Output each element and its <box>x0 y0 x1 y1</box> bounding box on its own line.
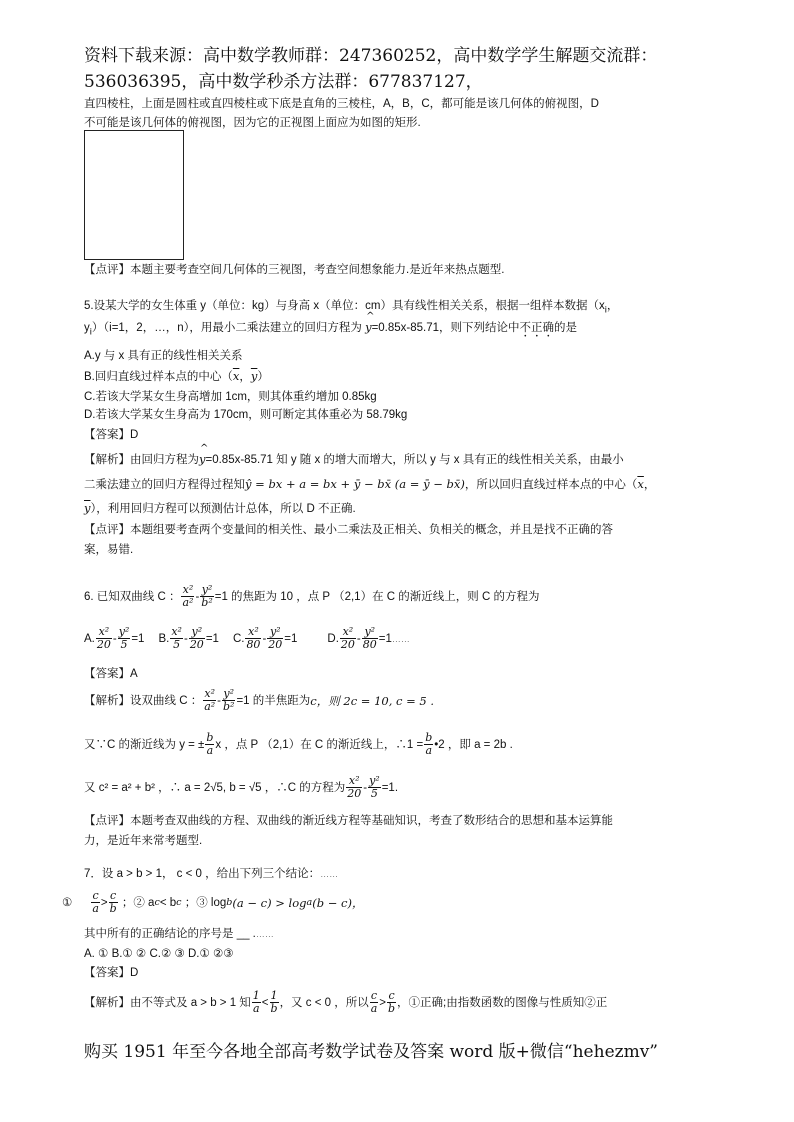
q5-explanation-line-3: $\overline{y}$），利用回归方程可以预测估计总体，所以 D 不正确. <box>84 501 356 515</box>
header-line-1: 资料下载来源：高中数学教师群：247360252，高中数学学生解题交流群： <box>84 46 658 66</box>
q5-comment-line-2: 案，易错. <box>84 544 134 556</box>
q5-stem-line-2: $y_i)(i=1$，2，…，n），用最小二乘法建立的回归方程为 ^ y=0.85x-85.71，则下列结论中不正确的是 <box>84 319 744 340</box>
prev-solution-line-1: 直四棱柱，上面是圆柱或直四棱柱或下底是直角的三棱柱，A，B，C，都可能是该几何体的俯视图，D <box>84 98 599 110</box>
q5-comment-line-1: 【点评】本题组要考查两个变量间的相关性、最小二乘法及正相关、负相关的概念，并且是找不正确的答 <box>84 524 613 536</box>
footer-ad: 购买 1951 年至今各地全部高考数学试卷及答案 word 版+微信“hehezmv” <box>84 1042 658 1062</box>
q5-explanation-line-2: 二乘法建立的回归方程得过程知ŷ = bx + a = bx + ȳ − bx̄ (a = ȳ − bx̄)，所以回归直线过样本点的中心（$\overline{x}$， <box>84 477 656 491</box>
prev-solution-line-2: 不可能是该几何体的俯视图，因为它的正视图上面应为如图的矩形. <box>84 117 421 129</box>
header-line-2: 536036395，高中数学秒杀方法群：677837127， <box>84 72 483 92</box>
q7-which: 其中所有的正确结论的序号是 __ .…… <box>84 928 274 940</box>
q6-answer: 【答案】A <box>84 668 138 680</box>
q7-stem: 7．设 a > b > 1， c < 0 ，给出下列三个结论：…… <box>84 868 339 880</box>
q7-options: A. ① B.① ② C.② ③ D.① ②③ <box>84 948 234 960</box>
q7-answer: 【答案】D <box>84 967 139 979</box>
q5-option-b: B.回归直线过样本点的中心（$\overline{x}$，$\overline{y}$） <box>84 369 269 383</box>
q5-option-d: D.若该大学某女生身高为 170cm，则可断定其体重必为 58.79kg <box>84 409 408 421</box>
prev-comment: 【点评】本题主要考查空间几何体的三视图，考查空间想象能力.是近年来热点题型. <box>84 264 505 276</box>
q5-option-a: A.y 与 x 具有正的线性相关关系 <box>84 350 243 362</box>
q5-explanation-line-1: 【解析】由回归方程为^ y=0.85x-85.71 知 y 随 x 的增大而增大，所以 y 与 x 具有正的线性相关关系，由最小 <box>84 451 744 468</box>
q5-answer: 【答案】D <box>84 429 139 441</box>
q5-option-c: C.若该大学某女生身高增加 1cm，则其体重约增加 0.85kg <box>84 391 377 403</box>
rectangle-figure <box>84 130 184 260</box>
y-hat-symbol: ^ y <box>365 319 372 335</box>
q6-options: A. $\frac{\text{x²}}{20}$ - $\frac{\text{y²}}{5}$ =1 B. $\frac{\text{x²}}{5}$ - $\frac{\text{y²}}{20}$ =1 C. $\frac{\text{x²}}{80}$ - $\frac{\text{y²}}{20}$ =1 D. $\frac{\text{x²}}{20}$ - $\frac{\text{y²}}{80}$ =1 …… <box>84 625 410 651</box>
q7-statements: ① $\frac{c}{a}$ > $\frac{c}{b}$ ；② a c < b c ；③ log b (a − c) > log a (b − c)， <box>62 889 364 915</box>
q6-explanation-line-1: 【解析】设双曲线 C ： $\frac{\text{x²}}{\text{a²}}$ - $\frac{\text{y²}}{\text{b²}}$ =1 的半焦距为 c ，则 2c = 10, c = 5 . <box>84 687 435 713</box>
q6-comment-line-1: 【点评】本题考查双曲线的方程、双曲线的渐近线方程等基础知识，考查了数形结合的思想和基本运算能 <box>84 815 613 827</box>
q6-comment-line-2: 力，是近年来常考题型. <box>84 835 203 847</box>
q6-explanation-line-2: 又∵C 的渐近线为 y = ± $\frac{b}{a}$ x ，点 P （2,1）在 C 的渐近线上，∴1 = $\frac{b}{a}$ •2 ，即 a = 2b . <box>84 731 513 757</box>
q5-stem-line-1: 5.设某大学的女生体重 y（单位：kg）与身高 x（单位：cm）具有线性相关关系，根据一组样本数据（$x_i$， <box>84 300 619 316</box>
q6-explanation-line-3: 又 c² = a² + b² ，∴ a = 2√5, b = √5 ，∴C 的方程为 $\frac{\text{x²}}{20}$ - $\frac{\text{y²}}{5}$ =1. <box>84 774 399 800</box>
q6-stem: 6. 已知双曲线 C ： $\frac{\text{x²}}{\text{a²}}$ - $\frac{\text{y²}}{\text{b²}}$ =1 的焦距为 10 ，点 P （2,1）在 C 的渐近线上，则 C 的方程为 <box>84 583 540 609</box>
q7-explanation-line-1: 【解析】由不等式及 a > b > 1 知 $\frac{1}{a}$ < $\frac{1}{b}$ ，又 c < 0 ，所以 $\frac{c}{a}$ > $\frac{c}{b}$ ，①正确;由指数函数的图像与性质知②正 <box>84 989 608 1015</box>
